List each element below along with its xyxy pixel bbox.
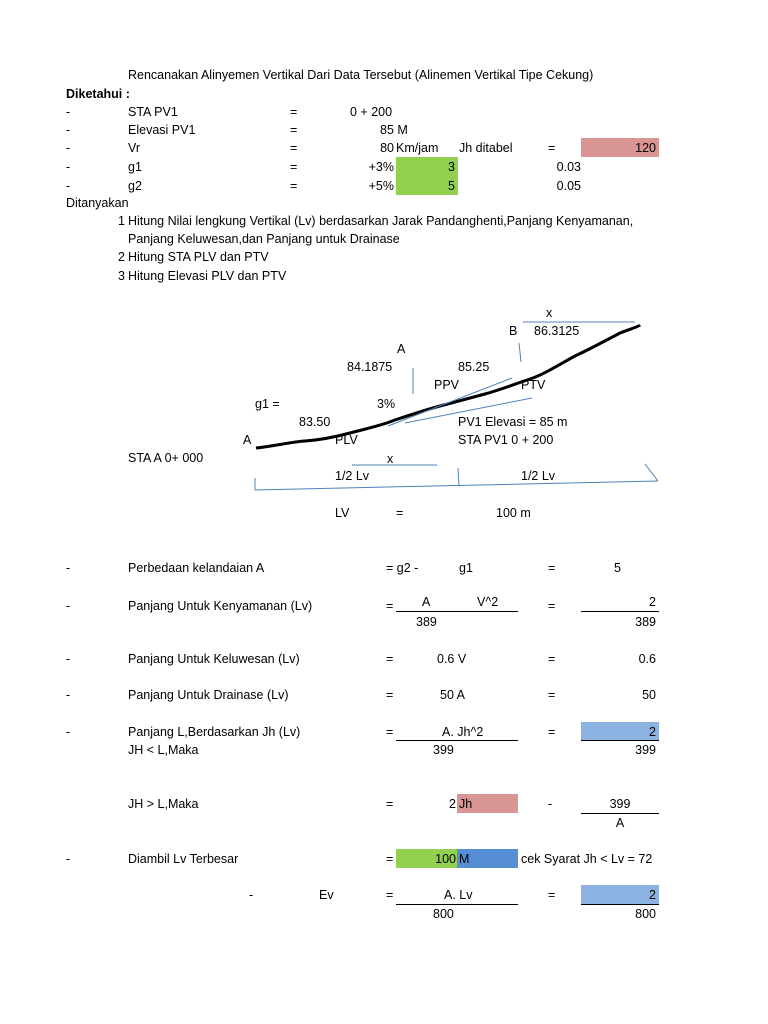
sta-pv1-label: STA PV1 <box>128 105 178 119</box>
fraction-line <box>396 904 518 905</box>
kenyamanan-result-denominator: 389 <box>635 615 656 629</box>
equals-sign: = <box>396 506 404 520</box>
ev-denominator: 800 <box>433 907 454 921</box>
g2-cell-value: 5 <box>448 179 455 193</box>
equals-sign: = <box>548 652 556 666</box>
plv-label: PLV <box>335 433 358 447</box>
perbedaan-g1: g1 <box>459 561 473 575</box>
page-title: Rencanakan Alinyemen Vertikal Dari Data Tersebut (Alinemen Vertikal Tipe Cekung) <box>128 68 594 82</box>
asked-item-number: 1 <box>118 214 125 228</box>
dimension-tick-mid <box>458 468 459 486</box>
half-lv-left-label: 1/2 Lv <box>335 469 370 483</box>
ppv-label: PPV <box>434 378 460 392</box>
asked-item-text-continued: Panjang Keluwesan,dan Panjang untuk Drainase <box>128 232 400 246</box>
dash: - <box>66 725 71 739</box>
asked-item-number: 2 <box>118 250 125 264</box>
g2-decimal: 0.05 <box>556 179 581 193</box>
keluwesan-label: Panjang Untuk Keluwesan (Lv) <box>128 652 300 666</box>
asked-item-number: 3 <box>118 269 125 283</box>
jh-cell-label: Jh <box>459 797 473 811</box>
dash: - <box>66 123 71 137</box>
point-b-label: B <box>509 324 518 338</box>
kenyamanan-denominator: 389 <box>416 615 437 629</box>
kenyamanan-numerator-v: V^2 <box>477 595 499 609</box>
equals-sign: = <box>386 599 394 613</box>
equals-sign: = <box>548 141 556 155</box>
minus-sign: - <box>548 797 553 811</box>
vr-value: 80 <box>380 141 394 155</box>
g1-diagram-value: 3% <box>377 397 396 411</box>
kenyamanan-numerator-a: A <box>422 595 431 609</box>
jh-greater-than-label: JH > L,Maka <box>128 797 199 811</box>
ev-label: Ev <box>319 888 334 902</box>
fraction-line <box>396 740 518 741</box>
lv-terbesar-unit: M <box>459 852 470 866</box>
jh-ditabel-label: Jh ditabel <box>459 141 513 155</box>
ev-result: 2 <box>649 888 656 902</box>
jh-ditabel-value: 120 <box>635 141 656 155</box>
equals-sign: = <box>386 888 394 902</box>
jh-less-than-label: JH < L,Maka <box>128 743 199 757</box>
sta-a-label: STA A 0+ 000 <box>128 451 204 465</box>
dimension-line <box>255 481 658 490</box>
keluwesan-formula: 0.6 V <box>437 652 467 666</box>
half-lv-right-label: 1/2 Lv <box>521 469 556 483</box>
dash: - <box>66 852 71 866</box>
x-label-top: x <box>546 306 553 320</box>
ev-formula: A. Lv <box>444 888 473 902</box>
point-a-label-top: A <box>397 342 406 356</box>
equals-sign: = <box>548 561 556 575</box>
dash: - <box>66 160 71 174</box>
jh-greater-denominator: A <box>615 816 625 830</box>
equals-sign: = <box>290 141 298 155</box>
equals-sign: = <box>548 688 556 702</box>
kenyamanan-label: Panjang Untuk Kenyamanan (Lv) <box>128 599 313 613</box>
drainase-formula: 50 A <box>440 688 466 702</box>
diambil-label: Diambil Lv Terbesar <box>128 852 239 866</box>
keluwesan-result: 0.6 <box>638 652 656 666</box>
jh-result-denominator: 399 <box>635 743 656 757</box>
fraction-line <box>581 611 659 612</box>
plv-elevation: 83.50 <box>299 415 331 429</box>
cek-syarat-text: cek Syarat Jh < Lv = 72 <box>521 852 653 866</box>
lv-label: LV <box>335 506 350 520</box>
point-a-label-left: A <box>243 433 252 447</box>
elevasi-pv1-label: Elevasi PV1 <box>128 123 196 137</box>
ppv-elevation: 85.25 <box>458 360 490 374</box>
perbedaan-result: 5 <box>614 561 621 575</box>
equals-sign: = <box>386 652 394 666</box>
pv1-elevation-label: PV1 Elevasi = 85 m <box>458 415 568 429</box>
dash: - <box>66 599 71 613</box>
jh-greater-numerator: 399 <box>609 797 631 811</box>
jh-result: 2 <box>649 725 656 739</box>
equals-sign: = <box>386 688 394 702</box>
fraction-line <box>396 611 518 612</box>
asked-item-text: Hitung Nilai lengkung Vertikal (Lv) berdasarkan Jarak Pandanghenti,Panjang Kenyamanan, <box>128 214 634 228</box>
equals-sign: = <box>386 852 394 866</box>
asked-heading: Ditanyakan <box>66 196 129 210</box>
jh-formula: A. Jh^2 <box>442 725 484 739</box>
kenyamanan-result: 2 <box>649 595 656 609</box>
equals-sign: = <box>386 725 394 739</box>
b-marker-line <box>519 343 521 362</box>
ev-result-denominator: 800 <box>635 907 656 921</box>
sta-pv1-value: 0 + 200 <box>350 105 393 119</box>
dash: - <box>249 888 254 902</box>
equals-sign: = <box>290 123 298 137</box>
fraction-line <box>581 904 659 905</box>
known-heading: Diketahui : <box>66 87 130 101</box>
sta-pv1-diagram-label: STA PV1 0 + 200 <box>458 433 554 447</box>
equals-sign: = <box>548 599 556 613</box>
drainase-result: 50 <box>642 688 656 702</box>
g2-value: +5% <box>368 179 394 193</box>
asked-item-text: Hitung Elevasi PLV dan PTV <box>128 269 287 283</box>
jh-greater-number: 2 <box>449 797 456 811</box>
g1-label: g1 <box>128 160 142 174</box>
perbedaan-label: Perbedaan kelandaian A <box>128 561 265 575</box>
drainase-label: Panjang Untuk Drainase (Lv) <box>128 688 289 702</box>
equals-sign: = <box>290 105 298 119</box>
asked-item-text: Hitung STA PLV dan PTV <box>128 250 269 264</box>
jh-based-label: Panjang L,Berdasarkan Jh (Lv) <box>128 725 301 739</box>
x-label-bottom: x <box>387 452 394 466</box>
equals-sign: = <box>386 797 394 811</box>
vr-unit: Km/jam <box>396 141 439 155</box>
perbedaan-formula: = g2 - <box>386 561 419 575</box>
dash: - <box>66 561 71 575</box>
point-a-elevation: 84.1875 <box>347 360 393 374</box>
elevasi-pv1-value: 85 M <box>380 123 408 137</box>
jh-denominator: 399 <box>433 743 454 757</box>
vr-label: Vr <box>128 141 141 155</box>
equals-sign: = <box>290 160 298 174</box>
equals-sign: = <box>290 179 298 193</box>
point-b-elevation: 86.3125 <box>534 324 580 338</box>
lv-terbesar-value: 100 <box>435 852 456 866</box>
dash: - <box>66 652 71 666</box>
equals-sign: = <box>548 725 556 739</box>
ptv-label: PTV <box>521 378 546 392</box>
g1-cell-value: 3 <box>448 160 455 174</box>
g2-label: g2 <box>128 179 142 193</box>
fraction-line <box>581 813 659 814</box>
g1-diagram-label: g1 = <box>255 397 280 411</box>
dash: - <box>66 105 71 119</box>
dash: - <box>66 688 71 702</box>
dash: - <box>66 141 71 155</box>
dash: - <box>66 179 71 193</box>
g1-value: +3% <box>368 160 394 174</box>
g1-decimal: 0.03 <box>556 160 581 174</box>
lv-value: 100 m <box>496 506 531 520</box>
dimension-tick-right <box>645 464 658 481</box>
fraction-line <box>581 740 659 741</box>
equals-sign: = <box>548 888 556 902</box>
